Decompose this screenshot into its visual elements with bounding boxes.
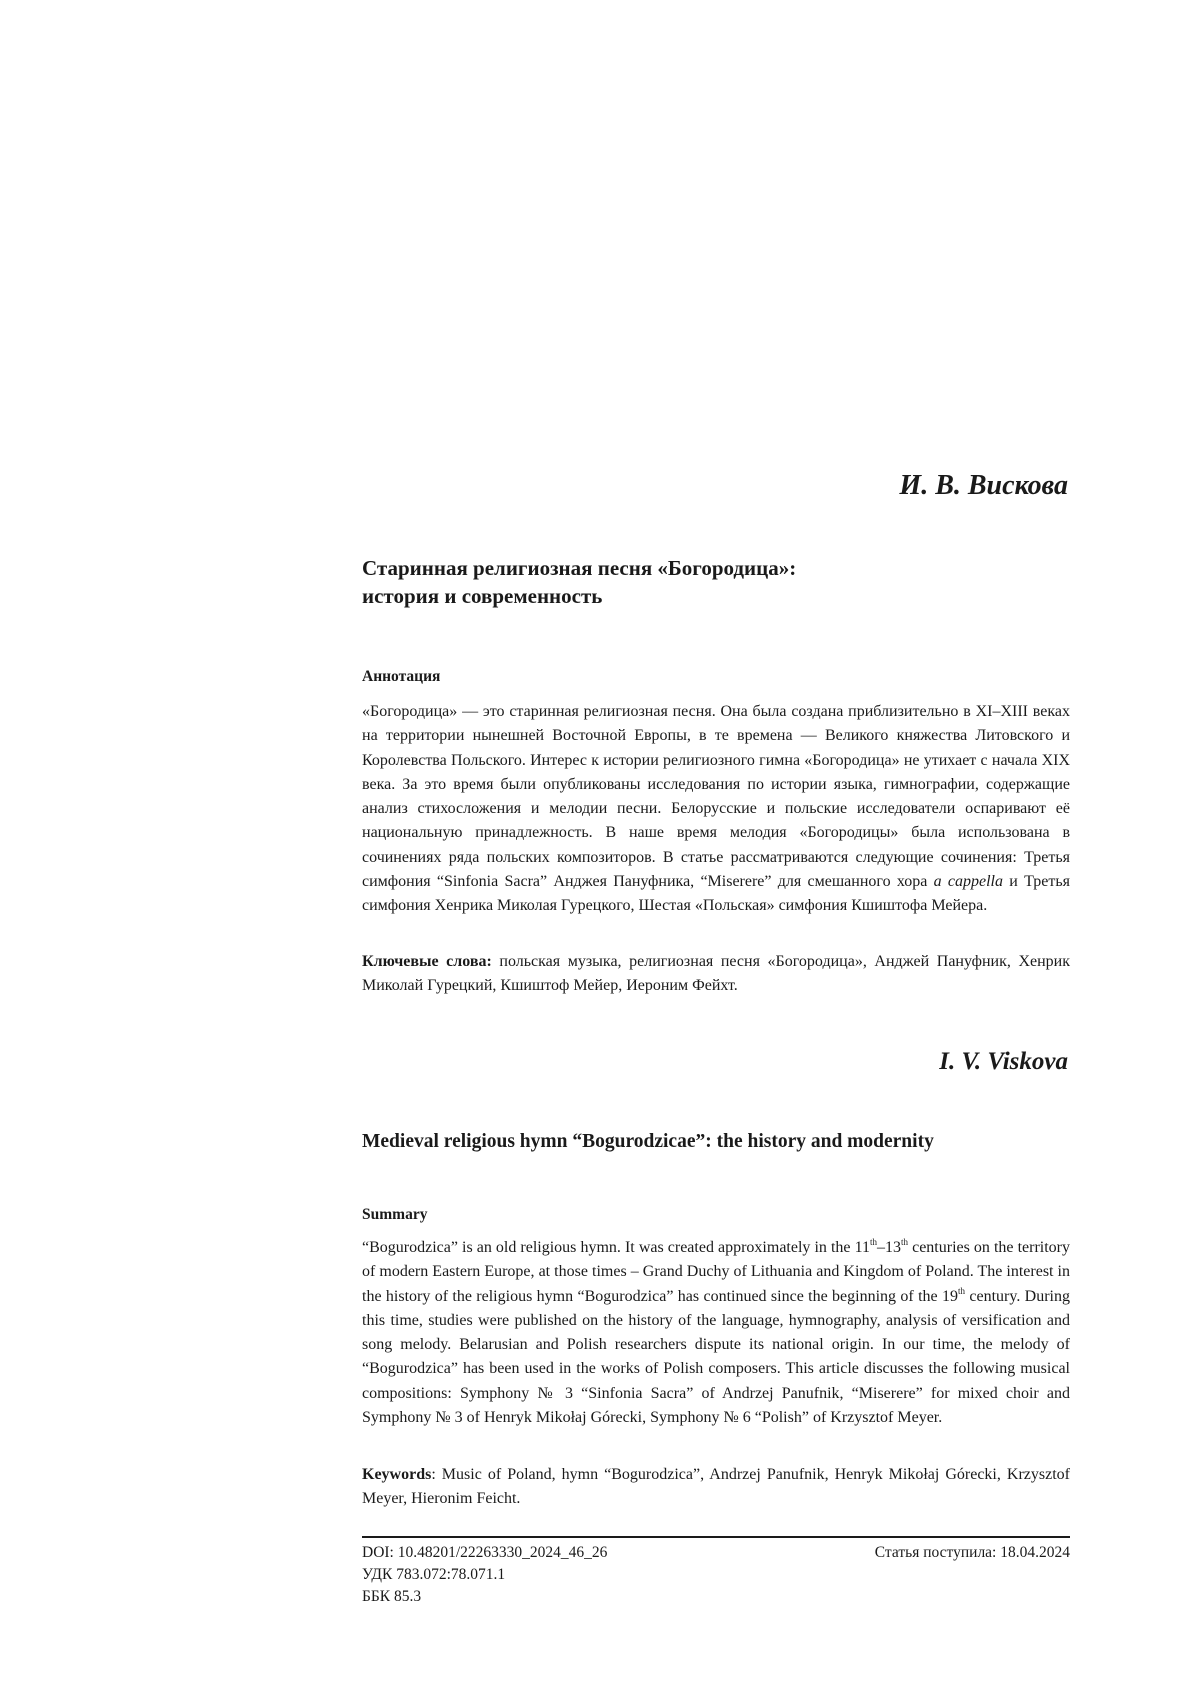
udk: УДК 783.072:78.071.1 [362,1566,506,1583]
abstract-ru-text-1: «Богородица» — это старинная религиозная песня. Она была создана приблизительно в XI–XIII веках на территории нынешней Восточной Европы, в те времена — Великого княжества Литовского и Королевства Польского. Интерес к истории религиозного гимна «Богородица» не утихает с начала XIX века. За это время были опубликованы исследования по истории языка, гимнографии, содержащие анализ стихосложения и мелодии песни. Белорусские и польские исследователи оспаривают её национальную принадлежность. В наше время мелодия «Богородицы» была использована в сочинениях ряда польских композиторов. В статье рассматриваются следующие сочинения: Третья симфония “Sinfonia Sacra” Анджея Пануфника, “Miserere” для смешанного хора [362,703,1070,891]
abstract-ru [362,700,1070,919]
summary-en-text-1: “Bogurodzica” is an old religious hymn. It was created approximately in the 11 [362,1239,870,1256]
keywords-ru [362,950,1070,999]
abstract-ru-italic: a cappella [933,873,1003,891]
title-ru-line1: Старинная религиозная песня «Богородица»: [362,556,797,580]
summary-en-sup-1: th [870,1237,878,1247]
abstract-ru-text-2: и Третья симфония Хенрика Миколая Гурецкого, Шестая «Польская» симфония Кшиштофа Мейера. [362,873,1070,915]
abstract-label-ru: Аннотация [362,668,441,685]
bbk: ББК 85.3 [362,1588,422,1605]
title-ru [362,554,1070,610]
keywords-ru-text: польская музыка, религиозная песня «Богородица», Анджей Пануфник, Хенрик Миколай Гурецкий, Кшиштоф Мейер, Иероним Фейхт. [362,953,1071,995]
summary-en-sup-2: th [901,1237,909,1247]
keywords-ru-label: Ключевые слова: [362,953,492,970]
keywords-en [362,1463,1070,1512]
summary-en-sup-3: th [958,1285,966,1296]
summary-label-en: Summary [362,1206,428,1223]
title-ru-line2: история и современность [362,584,603,608]
doi: DOI: 10.48201/22263330_2024_46_26 [362,1544,608,1561]
keywords-en-text: : Music of Poland, hymn “Bogurodzica”, Andrzej Panufnik, Henryk Mikołaj Górecki, Krzysztof Meyer, Hieronim Feicht. [362,1466,1070,1508]
summary-en [362,1236,1070,1430]
keywords-en-label: Keywords [362,1466,432,1483]
received-date: Статья поступила: 18.04.2024 [874,1544,1070,1561]
summary-en-text-3: centuries on the territory of modern Eastern Europe, at those times – Grand Duchy of Lithuania and Kingdom of Poland. The interest in the history of the religious hymn “Bogurodzica” has continued since the beginning of the 19 [362,1239,1070,1305]
author-name-ru: И. В. Вискова [899,470,1068,501]
author-name-en: I. V. Viskova [939,1048,1068,1075]
title-en: Medieval religious hymn “Bogurodzicae”: the history and modernity [362,1131,934,1152]
summary-en-text-4: century. During this time, studies were published on the history of the language, hymnography, analysis of versification and song melody. Belarusian and Polish researchers dispute its national origin. In our time, the melody of “Bogurodzica” has been used in the works of Polish composers. This article discusses the following musical compositions: Symphony № 3 “Sinfonia Sacra” of Andrzej Panufnik, “Miserere” for mixed choir and Symphony № 3 of Henryk Mikołaj Górecki, Symphony № 6 “Polish” of Krzysztof Meyer. [362,1287,1070,1427]
summary-en-text-2: –13 [877,1239,902,1256]
article-footer [362,1536,1070,1608]
footer-row-1 [362,1542,1070,1564]
